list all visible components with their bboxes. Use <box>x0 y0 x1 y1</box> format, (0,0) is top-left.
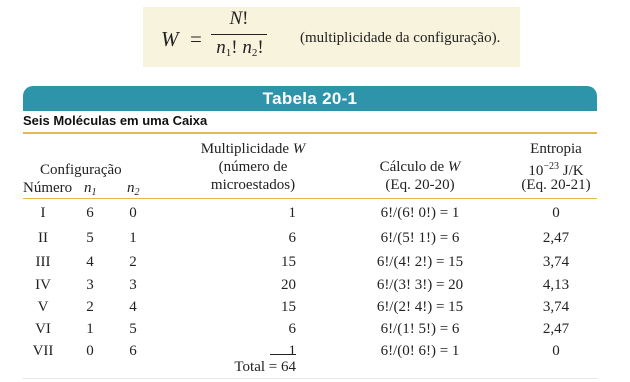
header-ent-base: 10 <box>528 163 544 179</box>
cell-n1: 1 <box>86 321 94 337</box>
cell-entropia: 3,74 <box>542 299 570 315</box>
cell-entropia: 0 <box>552 343 560 359</box>
cell-n2: 4 <box>129 299 137 315</box>
header-numero: Número <box>23 180 73 196</box>
cell-numero: VI <box>35 321 51 337</box>
cell-numero: V <box>37 299 49 315</box>
fraction-bar <box>211 34 267 35</box>
cell-calculo: 6!/(6! 0!) = 1 <box>380 205 460 221</box>
cell-n1: 3 <box>86 277 94 293</box>
table-top-rule <box>23 132 597 134</box>
cell-n2: 5 <box>129 321 137 337</box>
den-var-2: n <box>242 37 252 58</box>
cell-entropia: 2,47 <box>542 230 570 246</box>
cell-multiplicidade: 6 <box>288 230 296 246</box>
header-calculo <box>355 158 485 176</box>
formula-equals: = <box>190 27 202 51</box>
header-calc-w: W <box>447 159 461 175</box>
cell-calculo: 6!/(3! 3!) = 20 <box>376 277 464 293</box>
cell-n2: 3 <box>129 277 137 293</box>
den-fact-2: ! <box>257 37 264 58</box>
header-ent-unit-text: J/K <box>559 163 584 179</box>
cell-entropia: 3,74 <box>542 254 570 270</box>
den-fact-1: ! <box>231 37 243 58</box>
cell-entropia: 2,47 <box>542 321 570 337</box>
header-mult-line2: (número de <box>218 159 288 175</box>
cell-multiplicidade: 15 <box>281 299 296 315</box>
header-mult-text: Multiplicidade <box>200 141 293 157</box>
formula-denominator <box>208 37 272 59</box>
header-divider <box>23 198 597 199</box>
header-ent-eq: (Eq. 20-21) <box>521 177 591 193</box>
sum-bar <box>270 354 296 355</box>
cell-calculo: 6!/(0! 6!) = 1 <box>380 343 460 359</box>
cell-numero: II <box>38 230 48 246</box>
formula-note: (multiplicidade da configuração). <box>300 30 501 46</box>
cell-n2: 2 <box>129 254 137 270</box>
header-n1-sub: 1 <box>91 187 97 198</box>
cell-n1: 6 <box>86 205 94 221</box>
header-n2-var: n <box>127 180 135 196</box>
cell-numero: III <box>35 254 51 270</box>
formula-numerator <box>221 8 257 30</box>
header-ent-exp: −23 <box>543 161 560 172</box>
header-mult-line3: microestados) <box>210 177 296 193</box>
den-sub-1: 1 <box>225 47 232 59</box>
cell-calculo: 6!/(5! 1!) = 6 <box>380 230 460 246</box>
cell-numero: I <box>40 205 46 221</box>
cell-numero: IV <box>35 277 51 293</box>
cell-multiplicidade: 6 <box>288 321 296 337</box>
cell-n1: 0 <box>86 343 94 359</box>
den-var-1: n <box>216 37 226 58</box>
den-sub-2: 2 <box>251 47 258 59</box>
cell-n1: 2 <box>86 299 94 315</box>
cell-multiplicidade: 20 <box>281 277 296 293</box>
cell-n1: 5 <box>86 230 94 246</box>
cell-multiplicidade: 1 <box>288 205 296 221</box>
numerator-factorial: ! <box>242 8 249 29</box>
header-n2-sub: 2 <box>134 187 140 198</box>
cell-n1: 4 <box>86 254 94 270</box>
cell-multiplicidade: 1 <box>288 343 296 359</box>
header-calc-text: Cálculo de <box>379 159 448 175</box>
cell-numero: VII <box>32 343 54 359</box>
header-calc-eq: (Eq. 20-20) <box>385 177 455 193</box>
cell-entropia: 0 <box>552 205 560 221</box>
cell-n2: 1 <box>129 230 137 246</box>
total-label: Total = 64 <box>234 359 296 375</box>
header-n1-var: n <box>84 180 92 196</box>
numerator-var: N <box>229 8 243 29</box>
cell-entropia: 4,13 <box>542 277 570 293</box>
cell-calculo: 6!/(2! 4!) = 15 <box>376 299 464 315</box>
cell-n2: 0 <box>129 205 137 221</box>
formula-lhs: W <box>161 27 179 51</box>
cell-multiplicidade: 15 <box>281 254 296 270</box>
header-mult-w: W <box>292 141 306 157</box>
header-configuracao: Configuração <box>40 162 122 178</box>
header-multiplicidade <box>178 140 328 158</box>
table-bottom-rule <box>23 378 597 379</box>
table-caption: Seis Moléculas em uma Caixa <box>23 113 208 128</box>
table-banner: Tabela 20-1 <box>23 86 597 111</box>
cell-n2: 6 <box>129 343 137 359</box>
header-entropia: Entropia <box>530 141 582 157</box>
cell-calculo: 6!/(1! 5!) = 6 <box>380 321 460 337</box>
cell-calculo: 6!/(4! 2!) = 15 <box>376 254 464 270</box>
